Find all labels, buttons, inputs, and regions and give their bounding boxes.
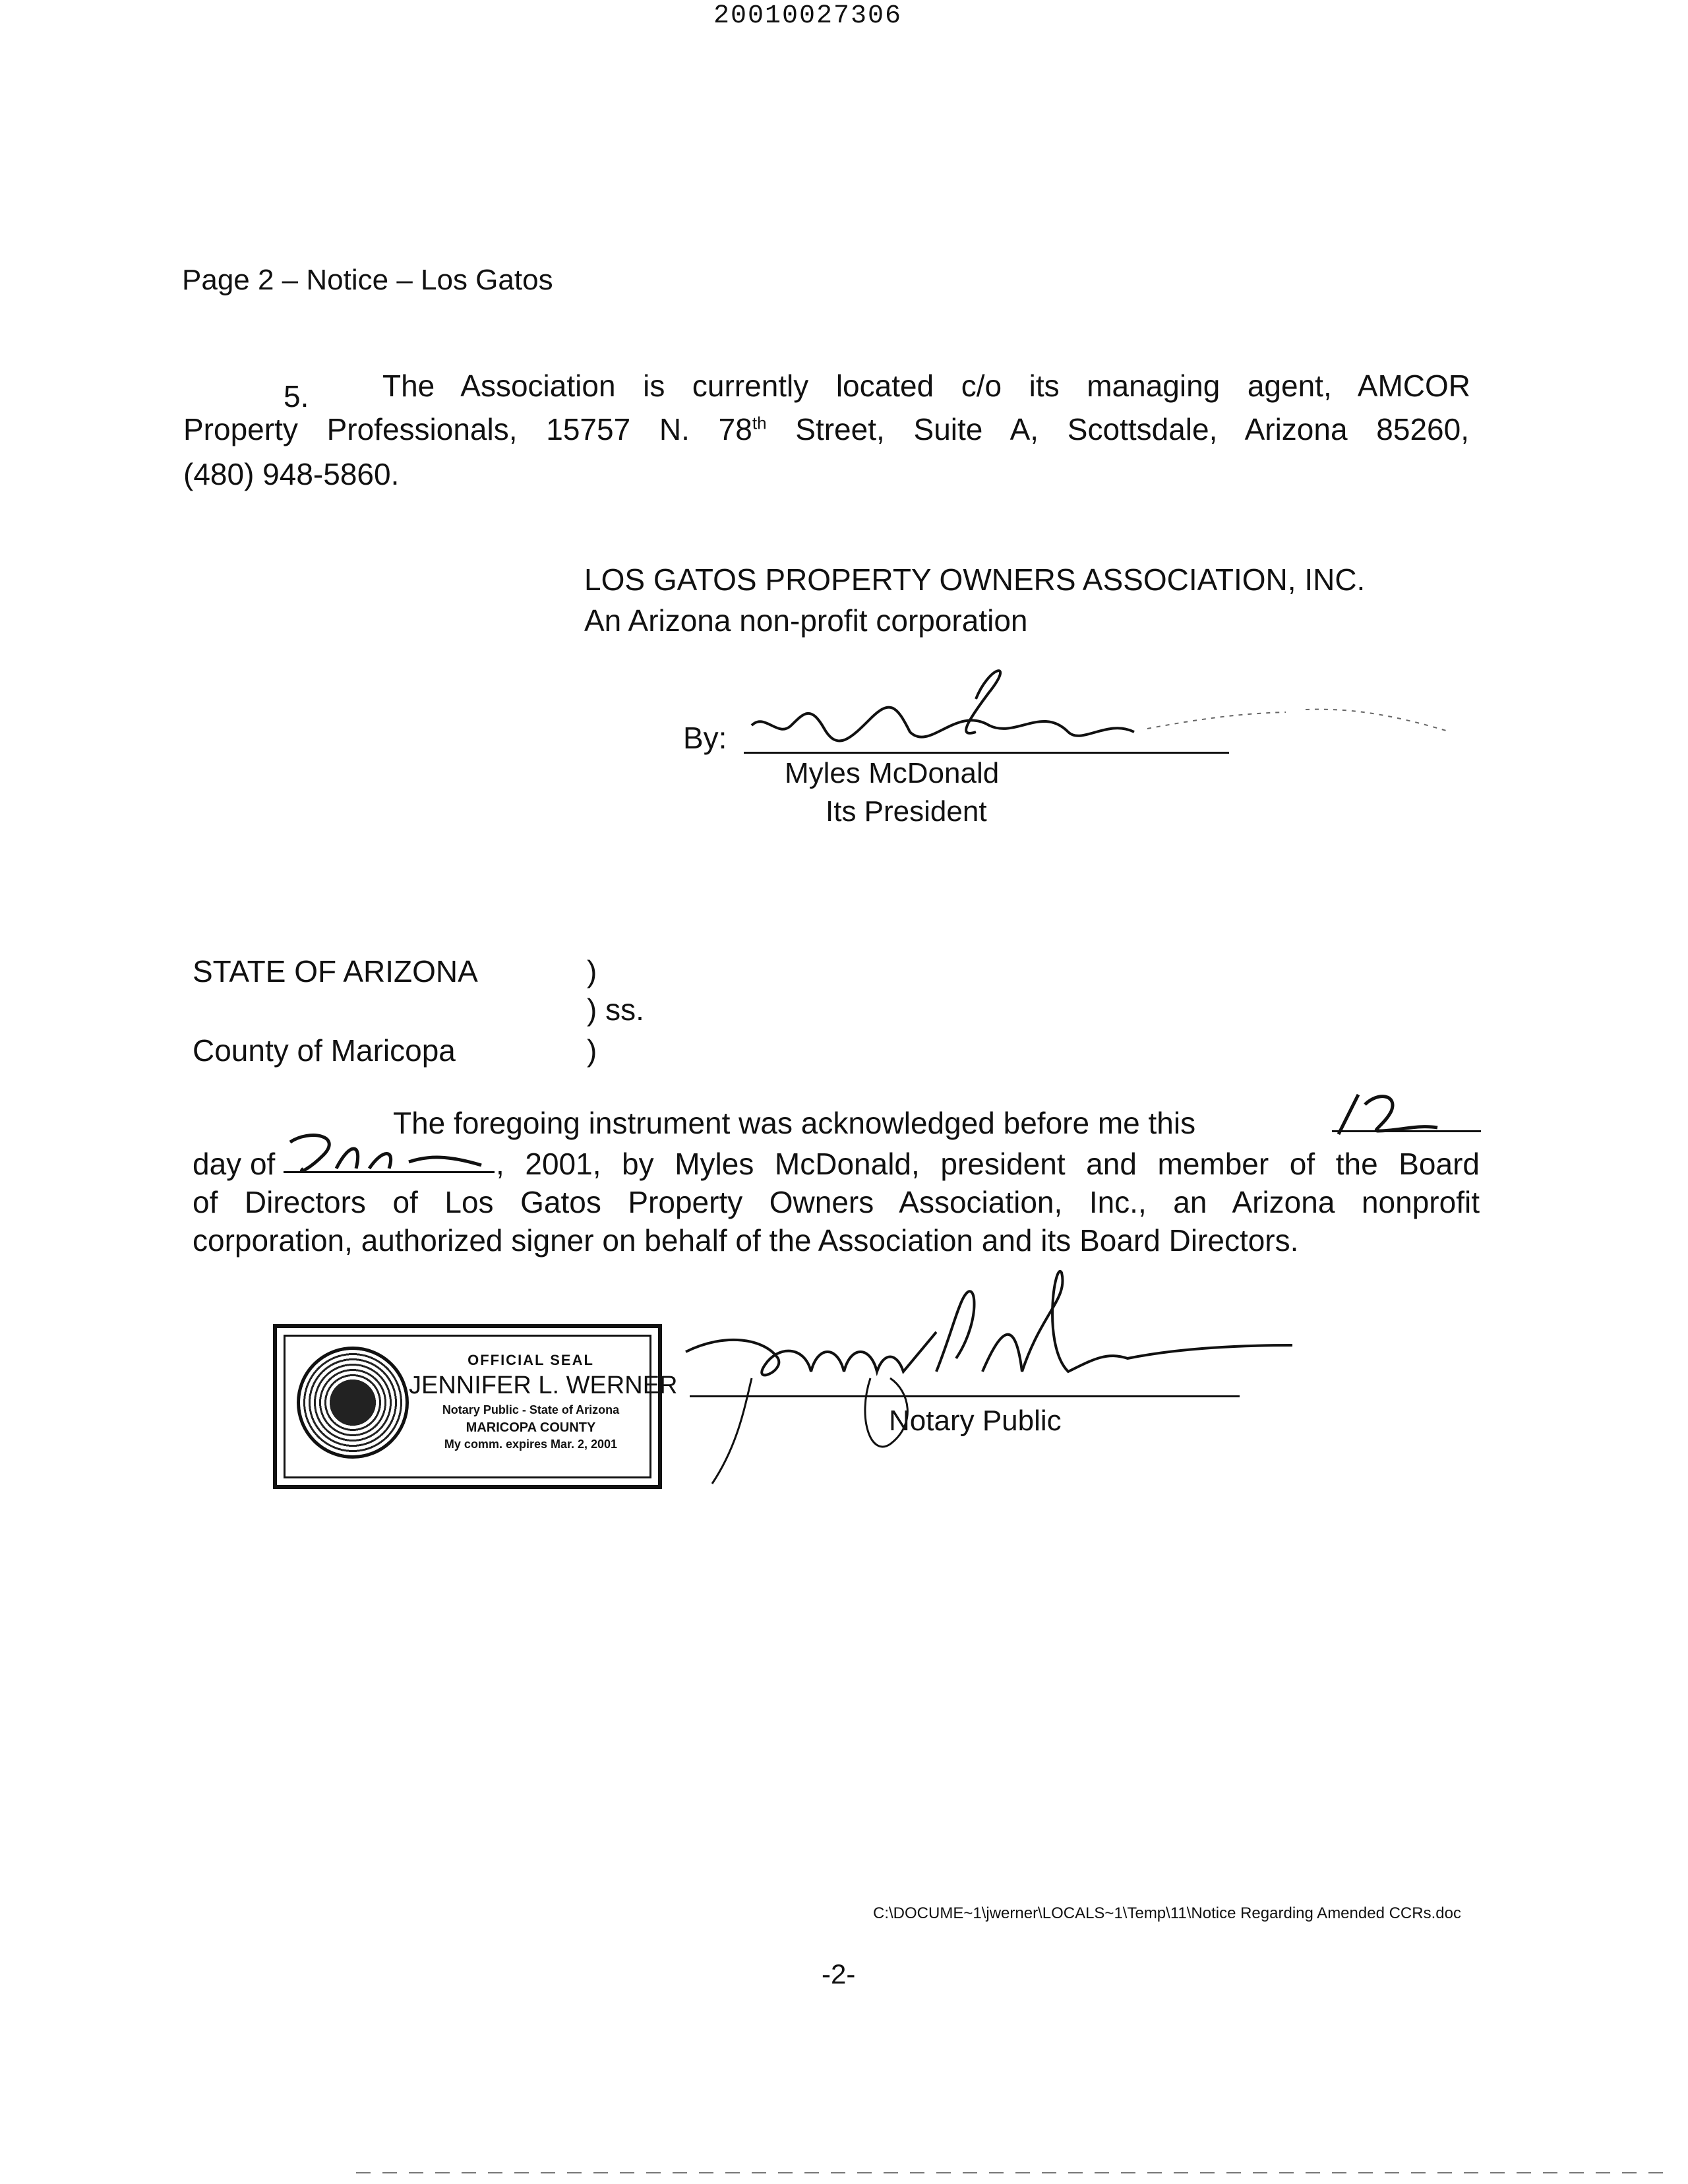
file-path: C:\DOCUME~1\jwerner\LOCALS~1\Temp\11\Notice Regarding Amended CCRs.doc xyxy=(873,1904,1461,1922)
official-seal xyxy=(273,1324,678,1489)
association-name: LOS GATOS PROPERTY OWNERS ASSOCIATION, INC. xyxy=(584,562,1366,597)
venue-paren-top: ) xyxy=(587,954,597,988)
handwritten-month xyxy=(284,1129,501,1182)
venue-ss: ) ss. xyxy=(587,992,644,1027)
acknowledgment-day-of: day of xyxy=(193,1147,276,1181)
acknowledgment-line-1: The foregoing instrument was acknowledged before me this xyxy=(393,1106,1196,1140)
signer-title: Its President xyxy=(826,795,987,828)
scan-artifact-line xyxy=(356,2172,1668,2173)
seal-title: OFFICIAL SEAL xyxy=(467,1352,594,1368)
page-header: Page 2 – Notice – Los Gatos xyxy=(182,264,553,296)
ordinal-suffix: th xyxy=(752,413,767,433)
venue-county: County of Maricopa xyxy=(193,1033,456,1068)
page-number: -2- xyxy=(822,1958,856,1989)
association-description: An Arizona non-profit corporation xyxy=(584,603,1028,638)
acknowledgment-line-4: corporation, authorized signer on behalf of the Association and its Board Directors. xyxy=(193,1223,1299,1258)
acknowledgment-line-3: of Directors of Los Gatos Property Owners Association, Inc., an Arizona nonprofit xyxy=(193,1185,1480,1219)
paragraph-number: 5. xyxy=(284,379,309,413)
handwritten-signature xyxy=(738,666,1464,758)
address-text-end: Street, Suite A, Scottsdale, Arizona 85260, xyxy=(766,412,1469,446)
arizona-seal-icon xyxy=(297,1347,409,1459)
by-label: By: xyxy=(683,721,727,755)
seal-notary-name: JENNIFER L. WERNER xyxy=(409,1372,678,1399)
acknowledgment-line-2: , 2001, by Myles McDonald, president and member of the Board xyxy=(496,1147,1480,1181)
paragraph-line-2 xyxy=(183,411,1469,447)
seal-line-3: My comm. expires Mar. 2, 2001 xyxy=(444,1438,618,1451)
seal-line-1: Notary Public - State of Arizona xyxy=(442,1403,620,1416)
handwritten-day xyxy=(1325,1088,1457,1141)
signer-name: Myles McDonald xyxy=(785,757,1000,789)
address-text-start: Property Professionals, 15757 N. 78 xyxy=(183,412,752,446)
paragraph-line-3: (480) 948-5860. xyxy=(183,457,400,491)
seal-line-2: MARICOPA COUNTY xyxy=(466,1420,596,1435)
document-number: 20010027306 xyxy=(713,1,903,31)
venue-paren-bottom: ) xyxy=(587,1033,597,1068)
notary-signature xyxy=(673,1259,1306,1497)
venue-state: STATE OF ARIZONA xyxy=(193,954,478,988)
notary-public-label: Notary Public xyxy=(889,1405,1062,1437)
paragraph-line-1: The Association is currently located c/o its managing agent, AMCOR xyxy=(382,369,1470,403)
notary-signature-line xyxy=(690,1395,1240,1397)
